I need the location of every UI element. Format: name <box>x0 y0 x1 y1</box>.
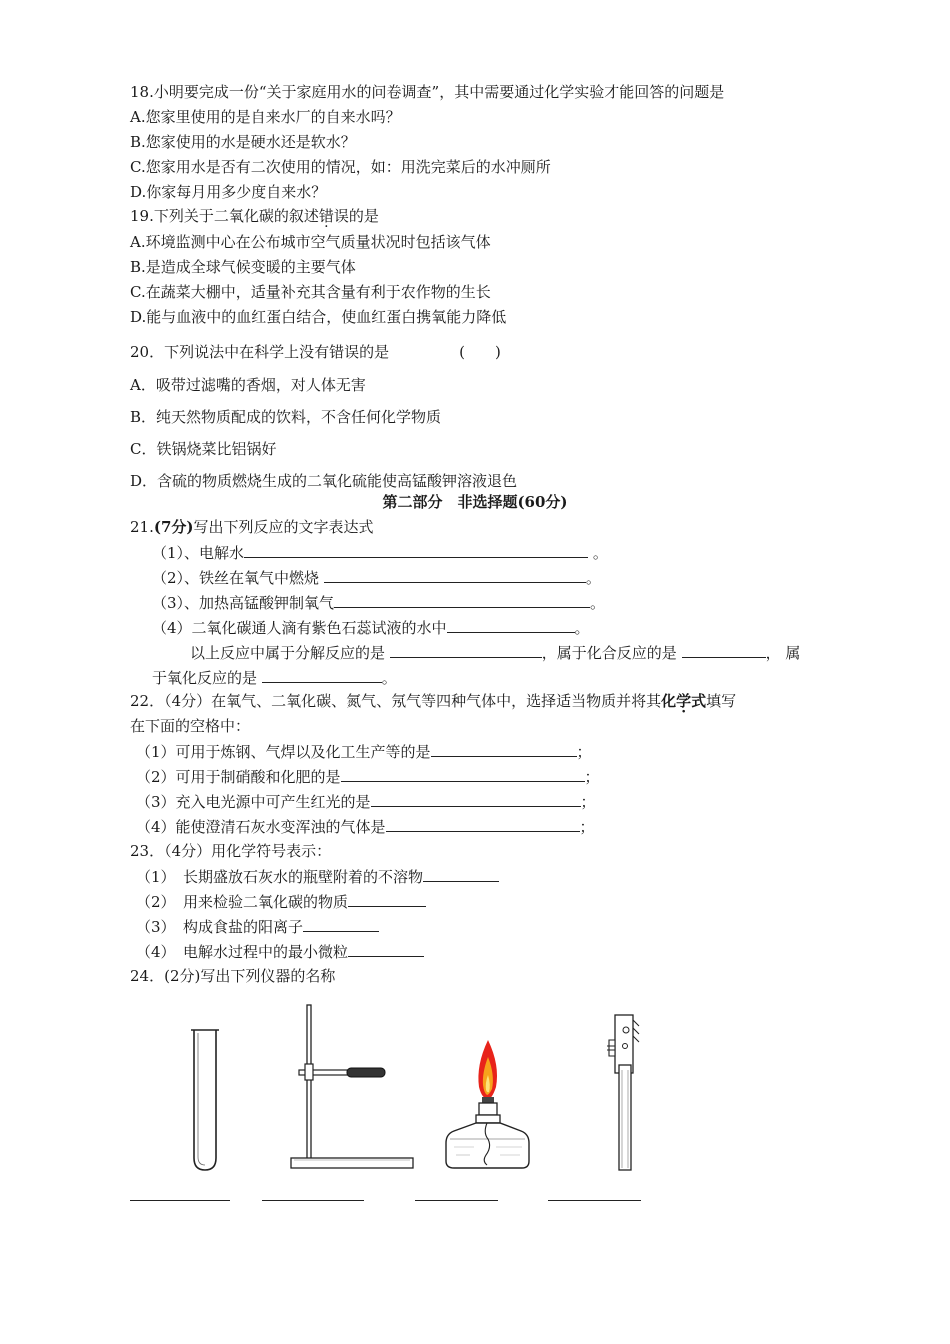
q22-item-2-label: （2）可用于制硝酸和化肥的是 <box>136 768 341 786</box>
q18-option-d: D.你家每月用多少度自来水？ <box>130 183 327 201</box>
q21-summary-cont: ， 属 <box>765 644 801 662</box>
q21-item-4-end: 。 <box>574 619 590 637</box>
q21-stem <box>130 517 374 537</box>
q22-stem-post: 填写 <box>706 692 737 710</box>
q24-answer-blank-1[interactable] <box>130 1200 230 1201</box>
q22-item-4-end: ； <box>579 818 595 836</box>
q21-number: 21. <box>130 518 154 536</box>
q21-item-2 <box>152 567 601 588</box>
q21-item-3-end: 。 <box>590 594 606 612</box>
q21-combo-blank[interactable] <box>682 642 766 658</box>
q21-item-1-blank[interactable] <box>244 542 588 558</box>
q22-emphasis-text: 化学式 <box>661 692 707 710</box>
q21-item-3 <box>152 592 605 613</box>
q23-item-2-label: （2） 用来检验二氧化碳的物质 <box>136 893 349 911</box>
q22-item-2 <box>136 766 600 787</box>
q18-option-c: C.您家用水是否有二次使用的情况，如：用洗完菜后的水冲厕所 <box>130 158 551 176</box>
q21-stem-text: 写出下列反应的文字表达式 <box>193 518 374 536</box>
q24-stem: 24．(2分)写出下列仪器的名称 <box>130 967 336 985</box>
q21-item-3-blank[interactable] <box>334 592 590 608</box>
q24-answer-blank-4[interactable] <box>548 1200 641 1201</box>
q23-item-3-label: （3） 构成食盐的阳离子 <box>136 918 304 936</box>
q22-item-4-blank[interactable] <box>386 816 580 832</box>
q19-emphasis-char: 错 <box>318 207 334 225</box>
q22-stem-pre: 22．（4分）在氧气、二氧化碳、氮气、氖气等四种气体中，选择适当物质并将其 <box>130 692 662 710</box>
q19-stem <box>130 206 379 226</box>
q21-score: (7分) <box>153 518 194 536</box>
q21-item-2-label: （2）、铁丝在氧气中燃烧 <box>152 569 320 587</box>
q19-stem-post: 的是 <box>348 207 379 225</box>
q23-item-1 <box>136 866 499 887</box>
q21-item-1 <box>152 542 608 563</box>
q19-stem-pre: 19.下列关于二氧化碳的叙述 <box>130 207 319 225</box>
q22-emphasis <box>661 692 706 710</box>
q22-item-4-label: （4）能使澄清石灰水变浑浊的气体是 <box>136 818 386 836</box>
q23-item-3 <box>136 916 379 937</box>
q22-item-1-end: ； <box>576 743 592 761</box>
q19-option-c: C.在蔬菜大棚中，适量补充其含量有利于农作物的生长 <box>130 283 491 301</box>
q20-stem-text: 20．下列说法中在科学上没有错误的是 <box>130 343 390 361</box>
alcohol-lamp-icon <box>440 1035 535 1175</box>
q23-item-2 <box>136 891 426 912</box>
q22-item-2-end: ； <box>584 768 600 786</box>
q21-item-1-label: （1）、电解水 <box>152 544 245 562</box>
q21-item-4-blank[interactable] <box>447 617 575 633</box>
q21-item-2-end: 。 <box>585 569 601 587</box>
q20-answer-paren[interactable]: ( ) <box>459 343 501 361</box>
q21-item-4 <box>152 617 590 638</box>
q22-item-1-label: （1）可用于炼钢、气焊以及化工生产等的是 <box>136 743 431 761</box>
q21-item-2-blank[interactable] <box>324 567 586 583</box>
q21-summary-1 <box>190 642 800 663</box>
q21-summary-2 <box>152 667 397 688</box>
q22-item-3-blank[interactable] <box>371 791 581 807</box>
q23-item-1-blank[interactable] <box>423 866 499 882</box>
q21-item-1-end: 。 <box>592 544 608 562</box>
q22-item-3-label: （3）充入电光源中可产生红光的是 <box>136 793 371 811</box>
q23-item-3-blank[interactable] <box>303 916 379 932</box>
q21-summary-decomp-label: 以上反应中属于分解反应的是 <box>190 644 386 662</box>
q21-item-4-label: （4）二氧化碳通人滴有紫色石蕊试液的水中 <box>152 619 447 637</box>
q21-summary-combo-label: ，属于化合反应的是 <box>541 644 677 662</box>
test-tube-holder-icon <box>595 1010 655 1175</box>
q20-option-b: B．纯天然物质配成的饮料，不含任何化学物质 <box>130 408 442 426</box>
q20-option-c: C．铁锅烧菜比铝锅好 <box>130 440 277 458</box>
q21-oxid-blank[interactable] <box>262 667 382 683</box>
q20-option-a: A．吸带过滤嘴的香烟，对人体无害 <box>130 376 366 394</box>
q19-option-d: D.能与血液中的血红蛋白结合，使血红蛋白携氧能力降低 <box>130 308 507 326</box>
q22-stem <box>130 691 736 711</box>
q22-item-3 <box>136 791 596 812</box>
test-tube-icon <box>185 1025 225 1175</box>
q22-stem-2: 在下面的空格中： <box>130 717 251 735</box>
q22-item-1 <box>136 741 592 762</box>
q18-stem: 18.小明要完成一份“关于家庭用水的问卷调查”，其中需要通过化学实验才能回答的问题是 <box>130 83 725 101</box>
q21-summary-oxid-label: 于氧化反应的是 <box>152 669 258 687</box>
q23-item-4-blank[interactable] <box>348 941 424 957</box>
q21-item-3-label: （3）、加热高锰酸钾制氧气 <box>152 594 335 612</box>
q19-stem-mid: 误 <box>333 207 349 225</box>
q21-decomp-blank[interactable] <box>390 642 542 658</box>
iron-stand-icon <box>285 1000 415 1175</box>
q24-answer-blank-3[interactable] <box>415 1200 498 1201</box>
q18-option-b: B.您家使用的水是硬水还是软水？ <box>130 133 356 151</box>
q19-option-b: B.是造成全球气候变暖的主要气体 <box>130 258 356 276</box>
q18-option-a: A.您家里使用的是自来水厂的自来水吗？ <box>130 108 401 126</box>
q23-item-2-blank[interactable] <box>348 891 426 907</box>
q22-item-2-blank[interactable] <box>341 766 585 782</box>
q23-item-1-label: （1） 长期盛放石灰水的瓶壁附着的不溶物 <box>136 868 424 886</box>
q20-stem <box>130 342 501 362</box>
q23-item-4 <box>136 941 424 962</box>
q19-option-a: A.环境监测中心在公布城市空气质量状况时包括该气体 <box>130 233 491 251</box>
q22-item-3-end: ； <box>580 793 596 811</box>
q21-summary-end: 。 <box>381 669 397 687</box>
q24-answer-blank-2[interactable] <box>262 1200 364 1201</box>
q20-option-d: D．含硫的物质燃烧生成的二氧化硫能使高锰酸钾溶液退色 <box>130 472 518 490</box>
q22-item-4 <box>136 816 595 837</box>
q23-stem: 23．（4分）用化学符号表示： <box>130 842 332 860</box>
q22-item-1-blank[interactable] <box>431 741 577 757</box>
part2-heading: 第二部分 非选择题(60分) <box>382 493 568 511</box>
q23-item-4-label: （4） 电解水过程中的最小微粒 <box>136 943 349 961</box>
